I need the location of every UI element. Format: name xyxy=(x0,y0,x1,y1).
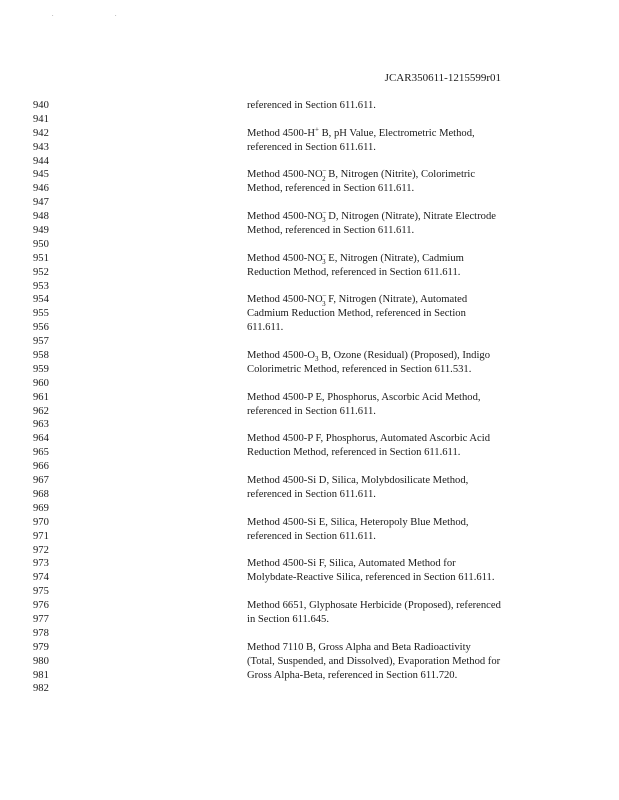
line-number: 962 xyxy=(33,405,49,417)
line-text-main: Method 6651, Glyphosate Herbicide (Proposed), referenced xyxy=(247,600,501,612)
text-line xyxy=(0,252,619,266)
subscript: 3 xyxy=(322,299,326,308)
text-line xyxy=(0,488,619,502)
line-text xyxy=(247,307,466,321)
text-line xyxy=(0,613,619,627)
line-text xyxy=(247,127,475,141)
line-text xyxy=(247,182,414,196)
line-text-main: Method 4500-NO xyxy=(247,252,323,264)
text-line xyxy=(0,544,619,558)
line-text xyxy=(247,613,329,627)
text-line xyxy=(0,432,619,446)
text-line xyxy=(0,641,619,655)
line-number: 973 xyxy=(33,558,49,570)
text-line xyxy=(0,627,619,641)
document-id: JCAR350611-1215599r01 xyxy=(384,72,501,84)
line-text-main: Method 4500-H xyxy=(247,127,315,139)
text-line xyxy=(0,571,619,585)
line-number: 945 xyxy=(33,169,49,181)
line-text xyxy=(247,432,490,446)
text-line xyxy=(0,391,619,405)
line-number: 956 xyxy=(33,322,49,334)
line-text xyxy=(247,293,467,307)
line-text-main: Method 4500-Si D, Silica, Molybdosilicate Method, xyxy=(247,475,469,487)
line-text-main: Method 4500-NO xyxy=(247,169,323,181)
text-line xyxy=(0,99,619,113)
line-text-main: Gross Alpha-Beta, referenced in Section 611.720. xyxy=(247,669,458,681)
line-text xyxy=(247,224,414,238)
line-text xyxy=(247,321,283,335)
line-text-main: Reduction Method, referenced in Section 611.611. xyxy=(247,266,461,278)
line-text xyxy=(247,252,464,266)
superscript: – xyxy=(322,291,327,300)
line-number: 976 xyxy=(33,600,49,612)
superscript: – xyxy=(322,208,327,217)
line-text-main: 611.611. xyxy=(247,322,284,334)
line-number: 950 xyxy=(33,238,49,250)
text-line xyxy=(0,682,619,696)
superscript: – xyxy=(322,166,327,175)
line-text-main: Method 4500-P E, Phosphorus, Ascorbic Acid Method, xyxy=(247,391,481,403)
text-line xyxy=(0,141,619,155)
line-text-main: Colorimetric Method, referenced in Section 611.531. xyxy=(247,363,472,375)
line-text-rest: F, Nitrogen (Nitrate), Automated xyxy=(325,294,468,306)
line-number: 959 xyxy=(33,363,49,375)
line-number: 971 xyxy=(33,530,49,542)
text-line xyxy=(0,585,619,599)
text-line xyxy=(0,335,619,349)
text-line xyxy=(0,460,619,474)
line-number: 980 xyxy=(33,655,49,667)
line-text-main: referenced in Section 611.611. xyxy=(247,100,376,111)
line-number: 968 xyxy=(33,488,49,500)
line-text xyxy=(247,571,495,585)
text-line xyxy=(0,516,619,530)
line-text-main: Method 4500-P F, Phosphorus, Automated Ascorbic Acid xyxy=(247,433,490,445)
text-line xyxy=(0,363,619,377)
line-text xyxy=(247,530,376,544)
text-line xyxy=(0,599,619,613)
line-text-main: (Total, Suspended, and Dissolved), Evaporation Method for xyxy=(247,655,501,667)
line-number: 960 xyxy=(33,377,49,389)
line-text-rest: B, Ozone (Residual) (Proposed), Indigo xyxy=(318,350,491,362)
text-line xyxy=(0,224,619,238)
text-line xyxy=(0,349,619,363)
line-number: 967 xyxy=(33,475,49,487)
line-text-main: referenced in Section 611.611. xyxy=(247,141,376,153)
line-number: 966 xyxy=(33,461,49,473)
line-text xyxy=(247,168,475,182)
line-number: 961 xyxy=(33,391,49,403)
line-text xyxy=(247,405,376,419)
line-text-main: in Section 611.645. xyxy=(247,613,329,625)
text-line xyxy=(0,196,619,210)
text-line xyxy=(0,321,619,335)
line-text xyxy=(247,641,471,655)
line-number: 948 xyxy=(33,211,49,223)
text-line xyxy=(0,502,619,516)
line-text xyxy=(247,669,457,683)
line-number: 982 xyxy=(33,683,49,695)
line-number: 981 xyxy=(33,669,49,681)
text-line xyxy=(0,266,619,280)
text-line xyxy=(0,127,619,141)
line-number: 941 xyxy=(33,113,49,125)
text-line xyxy=(0,557,619,571)
text-line xyxy=(0,210,619,224)
superscript: + xyxy=(314,125,319,134)
line-text xyxy=(247,141,376,155)
line-number: 952 xyxy=(33,266,49,278)
subscript: 3 xyxy=(322,216,326,225)
line-number: 977 xyxy=(33,613,49,625)
line-text-rest: E, Nitrogen (Nitrate), Cadmium xyxy=(325,252,464,264)
line-text-main: Method 4500-NO xyxy=(247,294,323,306)
line-number: 946 xyxy=(33,183,49,195)
text-line xyxy=(0,474,619,488)
line-text-rest: B, pH Value, Electrometric Method, xyxy=(318,127,475,139)
line-text xyxy=(247,446,460,460)
line-text xyxy=(247,655,500,669)
corner-marks: . . xyxy=(52,12,147,18)
text-line xyxy=(0,168,619,182)
line-text-main: Method 4500-Si F, Silica, Automated Method for xyxy=(247,558,456,570)
line-text-rest: D, Nitrogen (Nitrate), Nitrate Electrode xyxy=(325,211,496,223)
line-number: 954 xyxy=(33,294,49,306)
line-text xyxy=(247,363,471,377)
line-number: 958 xyxy=(33,350,49,362)
text-line xyxy=(0,155,619,169)
subscript: 2 xyxy=(322,174,326,183)
line-text xyxy=(247,474,468,488)
line-number: 944 xyxy=(33,155,49,167)
text-line xyxy=(0,307,619,321)
line-number: 969 xyxy=(33,502,49,514)
subscript: 3 xyxy=(314,355,319,364)
line-text-main: Reduction Method, referenced in Section 611.611. xyxy=(247,447,461,459)
text-line xyxy=(0,238,619,252)
line-text-rest: B, Nitrogen (Nitrite), Colorimetric xyxy=(325,169,476,181)
line-text-main: referenced in Section 611.611. xyxy=(247,530,376,542)
line-number: 957 xyxy=(33,336,49,348)
line-text-main: Method, referenced in Section 611.611. xyxy=(247,183,415,195)
line-text-main: referenced in Section 611.611. xyxy=(247,488,376,500)
line-number: 974 xyxy=(33,572,49,584)
line-number: 953 xyxy=(33,280,49,292)
line-number: 978 xyxy=(33,627,49,639)
line-text xyxy=(247,266,460,280)
line-text xyxy=(247,391,481,405)
text-line xyxy=(0,405,619,419)
numbered-lines xyxy=(0,99,619,696)
line-text xyxy=(247,210,496,224)
line-number: 963 xyxy=(33,419,49,431)
line-number: 942 xyxy=(33,127,49,139)
line-text xyxy=(247,599,501,613)
subscript: 3 xyxy=(322,257,326,266)
line-number: 951 xyxy=(33,252,49,264)
line-number: 955 xyxy=(33,308,49,320)
line-number: 979 xyxy=(33,641,49,653)
line-text xyxy=(247,488,376,502)
text-line xyxy=(0,655,619,669)
line-text-main: referenced in Section 611.611. xyxy=(247,405,376,417)
line-number: 949 xyxy=(33,225,49,237)
line-number: 947 xyxy=(33,197,49,209)
text-line xyxy=(0,280,619,294)
text-line xyxy=(0,669,619,683)
line-text xyxy=(247,99,376,113)
line-text xyxy=(247,349,490,363)
line-number: 940 xyxy=(33,100,49,111)
superscript: – xyxy=(322,250,327,259)
line-text xyxy=(247,557,456,571)
line-text-main: Method, referenced in Section 611.611. xyxy=(247,225,415,237)
line-text-main: Method 4500-O xyxy=(247,350,315,362)
line-text-main: Molybdate-Reactive Silica, referenced in Section 611.611. xyxy=(247,572,495,584)
line-number: 972 xyxy=(33,544,49,556)
line-number: 943 xyxy=(33,141,49,153)
line-text-main: Method 7110 B, Gross Alpha and Beta Radioactivity xyxy=(247,641,471,653)
line-number: 970 xyxy=(33,516,49,528)
line-text-main: Method 4500-NO xyxy=(247,211,323,223)
text-line xyxy=(0,418,619,432)
line-text xyxy=(247,516,469,530)
text-line xyxy=(0,113,619,127)
text-line xyxy=(0,182,619,196)
text-line xyxy=(0,530,619,544)
line-number: 975 xyxy=(33,586,49,598)
text-line xyxy=(0,377,619,391)
line-text-main: Cadmium Reduction Method, referenced in Section xyxy=(247,308,466,320)
text-line xyxy=(0,293,619,307)
line-number: 964 xyxy=(33,433,49,445)
line-number: 965 xyxy=(33,447,49,459)
text-line xyxy=(0,446,619,460)
line-text-main: Method 4500-Si E, Silica, Heteropoly Blue Method, xyxy=(247,516,469,528)
